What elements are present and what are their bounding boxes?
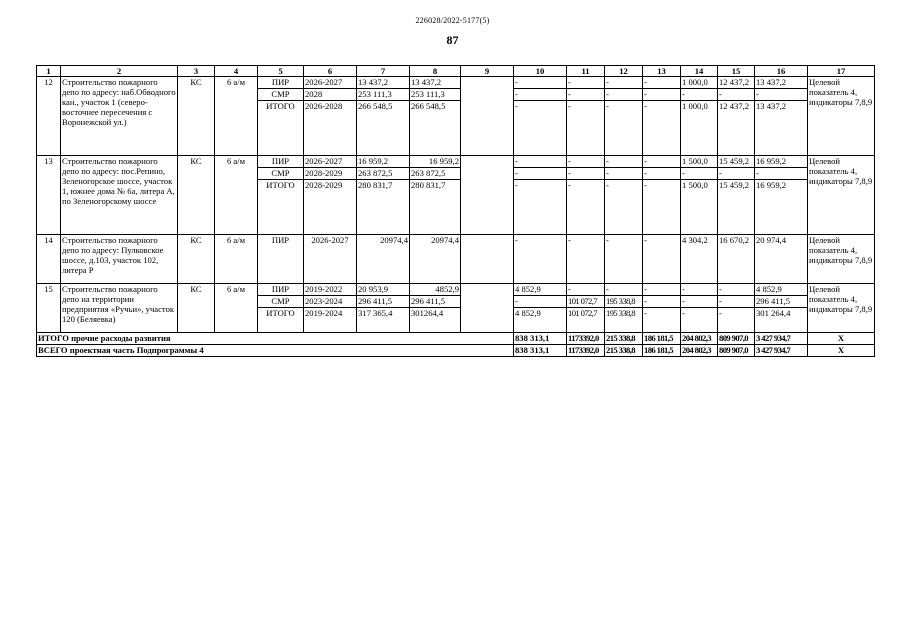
header-cell: 17 [808, 66, 875, 77]
year-value: - [514, 101, 567, 156]
year-value: - [605, 168, 643, 180]
sum-value: - [755, 168, 808, 180]
finance-source: КС [178, 284, 215, 333]
work-type: ПИР [258, 156, 304, 168]
year-value: - [681, 89, 718, 101]
year-value: 15 459,2 [718, 180, 755, 235]
sum-value: 301 264,4 [755, 308, 808, 333]
total-label: ВСЕГО проектная часть Подпрограммы 4 [37, 345, 514, 357]
document-id: 226028/2022-5177(5) [415, 16, 490, 25]
capacity: 6 а/м [215, 77, 258, 156]
work-type: ИТОГО [258, 180, 304, 235]
row-number: 15 [37, 284, 61, 333]
cost-total: 263 872,5 [357, 168, 410, 180]
year-value: - [681, 284, 718, 296]
year-value: - [643, 89, 681, 101]
header-cell: 4 [215, 66, 258, 77]
cost-remaining: 13 437,2 [410, 77, 461, 89]
year-value: 195 338,8 [605, 296, 643, 308]
year-value: - [514, 89, 567, 101]
cost-total: 16 959,2 [357, 156, 410, 168]
cost-remaining: 266 548,5 [410, 101, 461, 156]
period: 2028-2029 [304, 168, 357, 180]
year-value: - [567, 77, 605, 89]
year-value: - [567, 156, 605, 168]
col9-cell [461, 235, 514, 284]
target-indicator: Целевой показатель 4, индикаторы 7,8,9 [808, 77, 875, 156]
header-cell: 13 [643, 66, 681, 77]
target-indicator: Целевой показатель 4, индикаторы 7,8,9 [808, 156, 875, 235]
sum-value: 16 959,2 [755, 180, 808, 235]
header-cell: 12 [605, 66, 643, 77]
total-value: 809 907,0 [718, 345, 755, 357]
cost-total: 20 953,9 [357, 284, 410, 296]
cost-total: 253 111,3 [357, 89, 410, 101]
total-value: 215 338,8 [605, 345, 643, 357]
capacity: 6 а/м [215, 235, 258, 284]
work-type: ПИР [258, 77, 304, 89]
year-value: - [567, 180, 605, 235]
total-value: 838 313,1 [514, 333, 567, 345]
year-value: 15 459,2 [718, 156, 755, 168]
year-value: 1 000,0 [681, 77, 718, 89]
year-value: - [514, 156, 567, 168]
header-cell: 5 [258, 66, 304, 77]
totals-row [37, 345, 875, 357]
work-type: ПИР [258, 284, 304, 296]
row-number: 14 [37, 235, 61, 284]
year-value: - [681, 296, 718, 308]
cost-remaining: 4852,9 [410, 284, 461, 296]
cost-remaining: 301264,4 [410, 308, 461, 333]
year-value: - [514, 77, 567, 89]
total-value: 1173392,0 [567, 345, 605, 357]
total-mark: Х [808, 333, 875, 345]
year-value: - [643, 284, 681, 296]
finance-source: КС [178, 77, 215, 156]
year-value: - [643, 101, 681, 156]
cost-remaining: 263 872,5 [410, 168, 461, 180]
period: 2026-2027 [304, 77, 357, 89]
year-value: - [514, 168, 567, 180]
year-value: - [643, 308, 681, 333]
cost-remaining: 296 411,5 [410, 296, 461, 308]
period: 2019-2024 [304, 308, 357, 333]
year-value: 1 500,0 [681, 156, 718, 168]
table-row [37, 156, 875, 168]
row-number: 12 [37, 77, 61, 156]
header-cell: 9 [461, 66, 514, 77]
finance-source: КС [178, 235, 215, 284]
total-value: 186 181,5 [643, 333, 681, 345]
year-value: - [567, 235, 605, 284]
year-value: 4 304,2 [681, 235, 718, 284]
cost-remaining: 280 831,7 [410, 180, 461, 235]
header-cell: 14 [681, 66, 718, 77]
header-cell: 3 [178, 66, 215, 77]
work-type: ПИР [258, 235, 304, 284]
year-value: - [718, 308, 755, 333]
header-cell: 11 [567, 66, 605, 77]
period: 2019-2022 [304, 284, 357, 296]
year-value: - [605, 235, 643, 284]
year-value: 4 852,9 [514, 284, 567, 296]
header-cell: 8 [410, 66, 461, 77]
year-value: - [643, 156, 681, 168]
page-number: 87 [446, 33, 459, 47]
year-value: - [605, 89, 643, 101]
header-cell: 16 [755, 66, 808, 77]
year-value: - [605, 101, 643, 156]
year-value: - [718, 168, 755, 180]
year-value: 4 852,9 [514, 308, 567, 333]
header-cell: 15 [718, 66, 755, 77]
year-value: - [643, 168, 681, 180]
sum-value: 4 852,9 [755, 284, 808, 296]
total-mark: Х [808, 345, 875, 357]
period: 2026-2027 [304, 156, 357, 168]
year-value: - [643, 235, 681, 284]
period: 2023-2024 [304, 296, 357, 308]
total-label: ИТОГО прочие расходы развития [37, 333, 514, 345]
capacity: 6 а/м [215, 284, 258, 333]
target-indicator: Целевой показатель 4, индикаторы 7,8,9 [808, 284, 875, 333]
cost-total: 13 437,2 [357, 77, 410, 89]
year-value: 1 000,0 [681, 101, 718, 156]
header-cell: 2 [61, 66, 178, 77]
object-name: Строительство пожарного депо по адресу: пос.Репино, Зеленогорское шоссе, участок 1, южнее дома № 6а, литера А, по Зеленогорскому шоссе [61, 156, 178, 235]
header-cell: 10 [514, 66, 567, 77]
total-value: 809 907,0 [718, 333, 755, 345]
year-value: 12 437,2 [718, 77, 755, 89]
sum-value: 13 437,2 [755, 101, 808, 156]
year-value: - [605, 156, 643, 168]
year-value: - [567, 101, 605, 156]
year-value: - [567, 89, 605, 101]
total-value: 204 802,3 [681, 345, 718, 357]
finance-source: КС [178, 156, 215, 235]
year-value: - [605, 284, 643, 296]
sum-value: 20 974,4 [755, 235, 808, 284]
cost-total: 266 548,5 [357, 101, 410, 156]
cost-total: 280 831,7 [357, 180, 410, 235]
period: 2026-2028 [304, 101, 357, 156]
total-value: 1173392,0 [567, 333, 605, 345]
work-type: ИТОГО [258, 308, 304, 333]
table-header [37, 66, 875, 77]
year-value: - [605, 180, 643, 235]
total-value: 204 802,3 [681, 333, 718, 345]
work-type: СМР [258, 168, 304, 180]
header-cell: 6 [304, 66, 357, 77]
year-value: - [567, 168, 605, 180]
header-cell: 7 [357, 66, 410, 77]
target-indicator: Целевой показатель 4, индикаторы 7,8,9 [808, 235, 875, 284]
year-value: 1 500,0 [681, 180, 718, 235]
work-type: ИТОГО [258, 101, 304, 156]
cost-remaining: 16 959,2 [410, 156, 461, 168]
year-value: - [643, 296, 681, 308]
header-cell: 1 [37, 66, 61, 77]
year-value: - [718, 296, 755, 308]
sum-value: 16 959,2 [755, 156, 808, 168]
table-row [37, 235, 875, 284]
year-value: 195 338,8 [605, 308, 643, 333]
total-value: 215 338,8 [605, 333, 643, 345]
period: 2026-2027 [304, 235, 357, 284]
year-value: - [681, 308, 718, 333]
year-value: - [718, 89, 755, 101]
table-row [37, 284, 875, 296]
col9-cell [461, 77, 514, 156]
cost-remaining: 20974,4 [410, 235, 461, 284]
sum-value: 13 437,2 [755, 77, 808, 89]
budget-table [36, 65, 875, 357]
period: 2028-2029 [304, 180, 357, 235]
cost-total: 296 411,5 [357, 296, 410, 308]
year-value: - [718, 284, 755, 296]
year-value: 16 670,2 [718, 235, 755, 284]
year-value: - [605, 77, 643, 89]
year-value: - [567, 284, 605, 296]
year-value: 101 072,7 [567, 308, 605, 333]
year-value: - [514, 296, 567, 308]
total-value: 3 427 934,7 [755, 345, 808, 357]
year-value: - [643, 180, 681, 235]
year-value: - [643, 77, 681, 89]
row-number: 13 [37, 156, 61, 235]
total-value: 186 181,5 [643, 345, 681, 357]
year-value: 12 437,2 [718, 101, 755, 156]
cost-total: 20974,4 [357, 235, 410, 284]
object-name: Строительство пожарного депо по адресу: Пулковское шоссе, д.103, участок 102, литера Р [61, 235, 178, 284]
year-value: 101 072,7 [567, 296, 605, 308]
total-value: 838 313,1 [514, 345, 567, 357]
work-type: СМР [258, 89, 304, 101]
col9-cell [461, 156, 514, 235]
sum-value: 296 411,5 [755, 296, 808, 308]
col9-cell [461, 284, 514, 333]
cost-total: 317 365,4 [357, 308, 410, 333]
cost-remaining: 253 111,3 [410, 89, 461, 101]
table-row [37, 77, 875, 89]
total-value: 3 427 934,7 [755, 333, 808, 345]
object-name: Строительство пожарного депо по адресу: наб.Обводного кан., участок 1 (северо-восточнее пересечения с Воронежской ул.) [61, 77, 178, 156]
work-type: СМР [258, 296, 304, 308]
year-value: - [514, 235, 567, 284]
sum-value: - [755, 89, 808, 101]
year-value: - [514, 180, 567, 235]
totals-row [37, 333, 875, 345]
capacity: 6 а/м [215, 156, 258, 235]
period: 2028 [304, 89, 357, 101]
object-name: Строительство пожарного депо на территории предприятия «Ручьи», участок 120 (Беляевка) [61, 284, 178, 333]
year-value: - [681, 168, 718, 180]
